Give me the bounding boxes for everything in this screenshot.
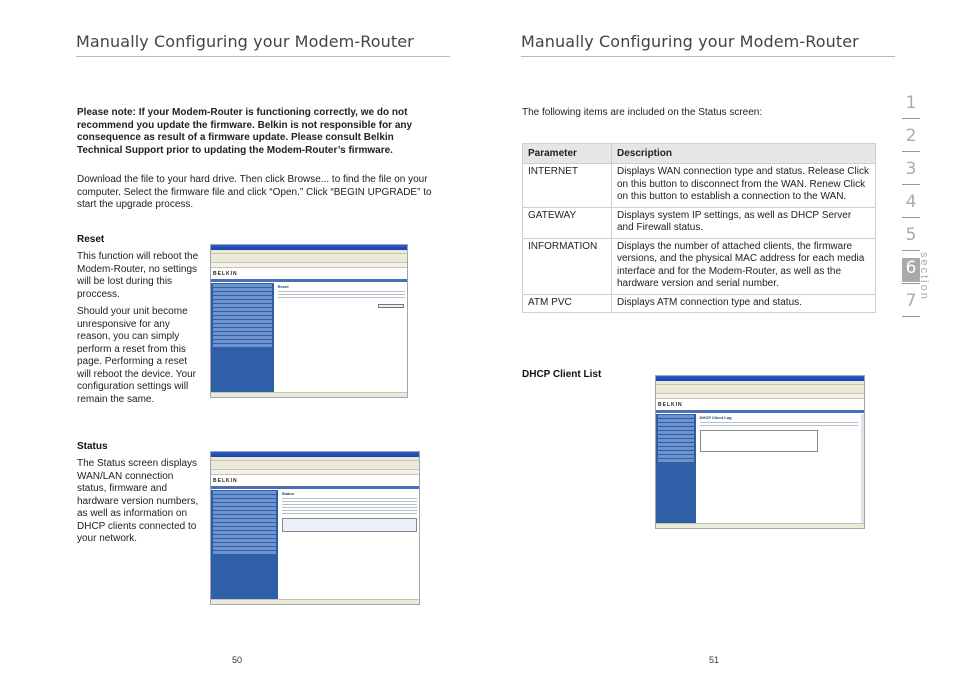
table-cell-parameter: GATEWAY bbox=[523, 207, 612, 238]
dhcp-screenshot bbox=[655, 375, 865, 529]
table-row bbox=[523, 294, 876, 313]
reset-screenshot bbox=[210, 244, 408, 398]
right-page-header: Manually Configuring your Modem-Router bbox=[521, 32, 895, 51]
dhcp-heading: DHCP Client List bbox=[522, 369, 602, 380]
status-heading: Status bbox=[77, 441, 108, 452]
page-number-left: 50 bbox=[232, 655, 243, 665]
table-cell-parameter: INFORMATION bbox=[523, 238, 612, 294]
table-header-description: Description bbox=[612, 144, 876, 164]
section-number-3: 3 bbox=[902, 159, 920, 179]
section-number-2: 2 bbox=[902, 126, 920, 146]
dhcp-screen-title: DHCP Client Log bbox=[699, 415, 732, 420]
reset-paragraph-1: This function will reboot the Modem-Router, no settings will be lost during this proccess. bbox=[77, 251, 199, 300]
status-screen-title: Status bbox=[281, 491, 294, 496]
table-cell-description: Displays the number of attached clients, the firmware versions, and the physical MAC address for each media interface and for the Modem-Router, as well as the hardware version and serial number. bbox=[612, 238, 876, 294]
belkin-logo: BELKIN bbox=[213, 271, 238, 277]
firmware-note: Please note: If your Modem-Router is functioning correctly, we do not recommend you update the firmware. Belkin is not responsible for any consequence as result of a firmware update. Please consult Belkin Technical Support prior to updating the Modem-Router’s firmware. bbox=[77, 107, 413, 156]
section-number-1: 1 bbox=[902, 93, 920, 113]
belkin-logo: BELKIN bbox=[658, 402, 683, 408]
section-label: section bbox=[918, 252, 930, 301]
reset-screen-title: Reset bbox=[277, 284, 289, 289]
page-number-right: 51 bbox=[709, 655, 720, 665]
status-paragraph: The Status screen displays WAN/LAN connection status, firmware and hardware version numbers, as well as information on DHCP clients connected to your network. bbox=[77, 458, 199, 544]
table-cell-description: Displays WAN connection type and status. Release Click on this button to disconnect from the WAN. Renew Click on this button to establish a connection to the WAN. bbox=[612, 164, 876, 208]
table-row bbox=[523, 164, 876, 208]
table-cell-description: Displays ATM connection type and status. bbox=[612, 294, 876, 313]
table-cell-parameter: INTERNET bbox=[523, 164, 612, 208]
table-cell-parameter: ATM PVC bbox=[523, 294, 612, 313]
section-number-6-active: 6 bbox=[902, 258, 920, 282]
table-header-parameter: Parameter bbox=[523, 144, 612, 164]
status-screenshot bbox=[210, 451, 420, 605]
reset-paragraph-2: Should your unit become unresponsive for any reason, you can simply perform a reset from this page. Performing a reset will reboot the device. Your configuration settings will remain the same. bbox=[77, 306, 196, 405]
status-intro: The following items are included on the Status screen: bbox=[522, 107, 763, 118]
left-page-header: Manually Configuring your Modem-Router bbox=[76, 32, 450, 51]
table-row bbox=[523, 207, 876, 238]
section-number-4: 4 bbox=[902, 192, 920, 212]
status-parameters-table bbox=[522, 143, 876, 313]
table-row bbox=[523, 238, 876, 294]
download-instructions: Download the file to your hard drive. Then click Browse... to find the file on your computer. Select the firmware file and click “Open.” Click “BEGIN UPGRADE” to start the upgrade process. bbox=[77, 174, 432, 210]
section-number-7: 7 bbox=[902, 291, 920, 311]
belkin-logo: BELKIN bbox=[213, 478, 238, 484]
reset-heading: Reset bbox=[77, 234, 105, 245]
section-number-5: 5 bbox=[902, 225, 920, 245]
table-cell-description: Displays system IP settings, as well as DHCP Server and Firewall status. bbox=[612, 207, 876, 238]
